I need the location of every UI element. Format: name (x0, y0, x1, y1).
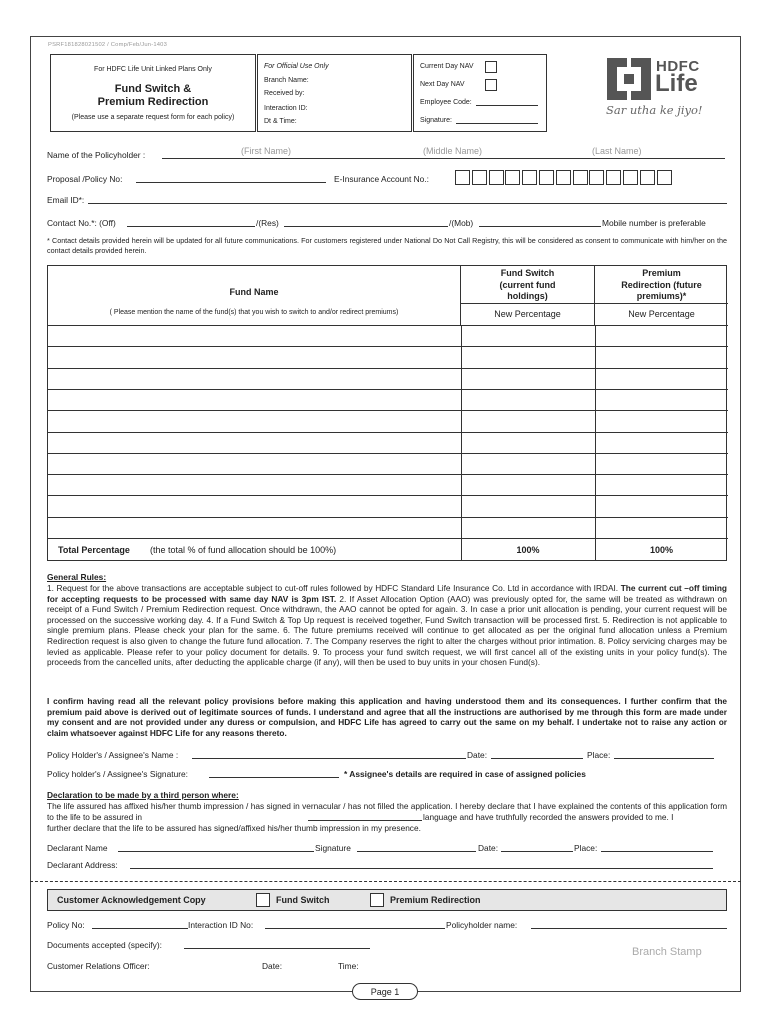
last-name-hint: (Last Name) (592, 146, 642, 156)
premium-redirection-header-line1: Premium (642, 268, 681, 278)
einsurance-digit-box[interactable] (623, 170, 638, 185)
fund-name-cell[interactable] (48, 390, 461, 411)
fund-switch-cell[interactable] (461, 411, 595, 432)
fund-name-cell[interactable] (48, 518, 461, 539)
fund-switch-cell[interactable] (461, 475, 595, 496)
mobile-preference-note: Mobile number is preferable (602, 218, 706, 228)
declarant-date-label: Date: (478, 843, 499, 853)
page-number: Page 1 (352, 983, 418, 1000)
einsurance-digit-box[interactable] (505, 170, 520, 185)
declarant-address-label: Declarant Address: (47, 860, 118, 870)
fund-switch-header-line3: holdings) (507, 291, 548, 301)
fund-switch-cell[interactable] (461, 433, 595, 454)
form-title (51, 83, 255, 109)
fund-row (48, 368, 728, 389)
fund-name-cell[interactable] (48, 369, 461, 390)
premium-redirection-cell[interactable] (595, 454, 728, 475)
premium-redirection-header (595, 268, 728, 303)
holder-date-field[interactable] (491, 758, 583, 759)
fund-switch-header-line1: Fund Switch (500, 268, 555, 278)
email-label: Email ID*: (47, 195, 85, 205)
third-party-text-2: language and have truthfully recorded the answers provided to me. I (423, 812, 674, 822)
fund-row (48, 389, 728, 410)
employee-code-field[interactable] (476, 105, 538, 106)
premium-redirection-header-cell (595, 266, 728, 304)
premium-redirection-cell[interactable] (595, 496, 728, 517)
form-subnote: (Please use a separate request form for each policy) (71, 114, 235, 121)
premium-redirection-cell[interactable] (595, 390, 728, 411)
ack-interaction-id-label: Interaction ID No: (188, 920, 254, 930)
declarant-signature-field[interactable] (357, 851, 476, 852)
total-fund-switch: 100% (516, 545, 540, 555)
official-use-box (257, 54, 412, 132)
holder-signature-label: Policy holder's / Assignee's Signature: (47, 769, 188, 779)
holder-place-field[interactable] (614, 758, 714, 759)
acknowledgement-title: Customer Acknowledgement Copy (57, 895, 206, 905)
current-nav-label: Current Day NAV (420, 63, 474, 70)
general-rules-text (47, 583, 727, 668)
einsurance-digit-box[interactable] (657, 170, 672, 185)
premium-redirection-subheader-cell (595, 304, 728, 325)
official-use-label: For Official Use Only (264, 63, 329, 70)
einsurance-digit-box[interactable] (455, 170, 470, 185)
contact-res-field[interactable] (284, 226, 448, 227)
third-party-heading: Declaration to be made by a third person where: (47, 790, 239, 800)
fund-switch-cell[interactable] (461, 347, 595, 368)
logo-life-text: Life (655, 70, 698, 97)
documents-accepted-label: Documents accepted (specify): (47, 940, 162, 950)
ack-premium-redirection-checkbox[interactable] (370, 893, 384, 907)
holder-date-label: Date: (467, 750, 488, 760)
declarant-name-label: Declarant Name (47, 843, 108, 853)
fund-name-cell[interactable] (48, 433, 461, 454)
total-percentage-label: Total Percentage (58, 545, 130, 555)
fund-switch-cell[interactable] (461, 326, 595, 347)
premium-redirection-cell[interactable] (595, 475, 728, 496)
declarant-name-field[interactable] (118, 851, 314, 852)
rules-cutoff-highlight: The current cut –off timing for accepting requests to be processed with same day NAV is 3pm IST. (47, 583, 727, 604)
fund-row (48, 346, 728, 367)
einsurance-digit-box[interactable] (539, 170, 554, 185)
fund-row (48, 517, 728, 538)
document-id: PSRF181828021502 / Comp/Feb/Jun-1403 (48, 42, 168, 48)
received-by-label: Received by: (264, 90, 305, 97)
branch-name-label: Branch Name: (264, 77, 309, 84)
fund-switch-cell[interactable] (461, 496, 595, 517)
fund-switch-header-line2: (current fund (499, 279, 556, 290)
proposal-policy-field[interactable] (136, 182, 326, 183)
einsurance-digit-box[interactable] (522, 170, 537, 185)
fund-row (48, 432, 728, 453)
fund-name-cell[interactable] (48, 347, 461, 368)
signature-label: Signature: (420, 117, 452, 124)
contact-res-label: /(Res) (256, 218, 279, 228)
email-field[interactable] (88, 203, 727, 204)
ack-fund-switch-label: Fund Switch (276, 895, 330, 905)
language-field[interactable] (308, 820, 422, 821)
fund-switch-header (461, 268, 594, 303)
next-nav-checkbox[interactable] (485, 79, 497, 91)
premium-redirection-cell[interactable] (595, 433, 728, 454)
einsurance-digit-box[interactable] (556, 170, 571, 185)
total-percentage-note: (the total % of fund allocation should be 100%) (150, 545, 337, 555)
fund-row (48, 474, 728, 495)
holder-signature-field[interactable] (209, 777, 339, 778)
fund-name-cell[interactable] (48, 326, 461, 347)
declarant-place-field[interactable] (601, 851, 713, 852)
rules-part-2: 2. If Asset Allocation Option (AAO) was previously opted for, the same will be treated as withdrawn on receipt of a Fund Switch / Premium Redirection request. Once withdrawn, the AAO cannot be opted for again. 3. In case a prior unit allocation is pending, your current request will be processed on the successive working day. 4. If a Fund Switch & Top Up request is received together, Fund Switch transaction will be processed first. 5. Redirection is not applicable to single premium plans. Please check your plan for the same. 6. The future premiums received will continue to get allocated as per the original fund allocation unless a Premium Redirection request is also given to change the future fund allocation. 7. The Company reserves the right to alter the charges without prior intimation. 8. Policy servicing charges may be levied as applicable. Please refer to your policy document for details. 9. To process your fund switch request, we will first cancel all of the existing units in your policy fund(s). The proceeds from the cancelled units, after deducting the applicable charge (if any), will then be used to buy units in your chosen Fund(s). (47, 593, 727, 668)
einsurance-digit-box[interactable] (640, 170, 655, 185)
holder-name-label: Policy Holder's / Assignee's Name : (47, 750, 179, 760)
ack-interaction-id-field[interactable] (265, 928, 445, 929)
total-premium-redirection: 100% (649, 545, 674, 555)
relations-officer-label: Customer Relations Officer: (47, 961, 150, 971)
einsurance-label: E-Insurance Account No.: (334, 174, 429, 184)
employee-code-label: Employee Code: (420, 99, 472, 106)
policyholder-name-field[interactable] (162, 158, 725, 159)
nav-box (413, 54, 547, 132)
confirmation-statement: I confirm having read all the relevant policy provisions before making this application and having understood them and its consequences. I further confirm that the premium paid above is derived out of legitimate sources of funds. I understand and agree that all the instructions are authorised by me through this form are made under my consent and are not provided under any duress or compulsion, and HDFC Life has agreed to carry out the same on my behalf. I undertake not to raise any action or claim whatsoever against HDFC Life for any reasons thereto. (47, 696, 727, 738)
einsurance-digit-box[interactable] (589, 170, 604, 185)
tear-off-line (30, 881, 741, 882)
fund-name-cell[interactable] (48, 411, 461, 432)
declarant-address-field[interactable] (130, 868, 713, 869)
fund-switch-cell[interactable] (461, 454, 595, 475)
form-title-box (50, 54, 256, 132)
fund-row (48, 453, 728, 474)
premium-redirection-cell[interactable] (595, 326, 728, 347)
fund-name-header: Fund Name (229, 287, 279, 297)
ack-fund-switch-checkbox[interactable] (256, 893, 270, 907)
fund-switch-header-cell (461, 266, 595, 304)
fund-table (47, 265, 727, 561)
logo-hdfc-text: HDFC (656, 58, 700, 75)
contact-off-label: Contact No.*: (Off) (47, 218, 116, 228)
form-title-line1: Fund Switch & (114, 83, 192, 95)
fund-name-cell[interactable] (48, 475, 461, 496)
official-signature-field[interactable] (456, 123, 538, 124)
fund-switch-cell[interactable] (461, 369, 595, 390)
holder-name-field[interactable] (192, 758, 466, 759)
middle-name-hint: (Middle Name) (423, 146, 483, 156)
first-name-hint: (First Name) (241, 146, 291, 156)
proposal-policy-label: Proposal /Policy No: (47, 174, 123, 184)
premium-redirection-header-line3: premiums)* (636, 291, 687, 301)
einsurance-digit-box[interactable] (472, 170, 487, 185)
fund-row (48, 325, 728, 346)
ack-premium-redirection-label: Premium Redirection (390, 895, 481, 905)
third-party-text-1: The life assured has affixed his/her thumb impression / has signed in vernacular / has not filled the application. I hereby declare that I have explained the contents of this application form to the life to be assured in (47, 801, 727, 822)
assignee-note: * Assignee's details are required in case of assigned policies (344, 769, 586, 779)
next-nav-label: Next Day NAV (420, 81, 465, 88)
einsurance-digit-box[interactable] (606, 170, 621, 185)
logo-tagline: Sar utha ke jiyo! (606, 103, 703, 117)
fund-row (48, 495, 728, 516)
branch-stamp: Branch Stamp (632, 946, 702, 958)
interaction-id-label: Interaction ID: (264, 105, 308, 112)
declarant-place-label: Place: (574, 843, 598, 853)
einsurance-digit-box[interactable] (573, 170, 588, 185)
premium-redirection-cell[interactable] (595, 347, 728, 368)
ack-policy-no-field[interactable] (92, 928, 188, 929)
policyholder-name-label: Name of the Policyholder : (47, 150, 146, 160)
fund-name-instruction: ( Please mention the name of the fund(s) that you wish to switch to and/or redirect premiums) (109, 309, 399, 316)
declarant-date-field[interactable] (501, 851, 573, 852)
form-title-line2: Premium Redirection (97, 96, 209, 108)
premium-redirection-cell[interactable] (595, 518, 728, 539)
current-nav-checkbox[interactable] (485, 61, 497, 73)
premium-redirection-cell[interactable] (595, 411, 728, 432)
contact-mob-label: /(Mob) (449, 218, 474, 228)
contact-off-field[interactable] (127, 226, 255, 227)
fund-name-header-cell (48, 266, 461, 325)
fund-switch-cell[interactable] (461, 390, 595, 411)
premium-redirection-cell[interactable] (595, 369, 728, 390)
fund-row (48, 410, 728, 431)
ack-policyholder-name-label: Policyholder name: (446, 920, 518, 930)
premium-redirection-new-percentage: New Percentage (628, 309, 695, 319)
documents-accepted-field[interactable] (184, 948, 370, 949)
premium-redirection-header-line2: Redirection (future (621, 279, 702, 290)
acknowledgement-bar (47, 889, 727, 911)
declarant-signature-label: Signature (315, 843, 351, 853)
plan-label: For HDFC Life Unit Linked Plans Only (94, 66, 212, 73)
rules-part-1: 1. Request for the above transactions are acceptable subject to cut-off rules followed by HDFC Standard Life Insurance Co. Ltd in accordance with IRDAI. (47, 583, 619, 593)
fund-name-cell[interactable] (48, 454, 461, 475)
fund-switch-subheader-cell (461, 304, 595, 325)
ack-time-label: Time: (338, 961, 359, 971)
hdfc-logo-icon (607, 58, 651, 100)
ack-policy-no-label: Policy No: (47, 920, 85, 930)
ack-policyholder-name-field[interactable] (531, 928, 727, 929)
date-time-label: Dt & Time: (264, 118, 297, 125)
contact-disclaimer: * Contact details provided herein will be updated for all future communications. For customers registered under National Do Not Call Registry, this will be considered as consent to communicate with him/her on the contact details provided herein. (47, 236, 727, 255)
ack-date-label: Date: (262, 961, 283, 971)
contact-mob-field[interactable] (479, 226, 601, 227)
fund-switch-cell[interactable] (461, 518, 595, 539)
fund-name-cell[interactable] (48, 496, 461, 517)
general-rules-heading: General Rules: (47, 572, 107, 582)
third-party-text-3: further declare that the life to be assured has signed/affixed his/her thumb impression in my presence. (47, 823, 421, 833)
holder-place-label: Place: (587, 750, 611, 760)
einsurance-digit-box[interactable] (489, 170, 504, 185)
total-row-divider (48, 538, 728, 539)
fund-switch-new-percentage: New Percentage (494, 309, 561, 319)
